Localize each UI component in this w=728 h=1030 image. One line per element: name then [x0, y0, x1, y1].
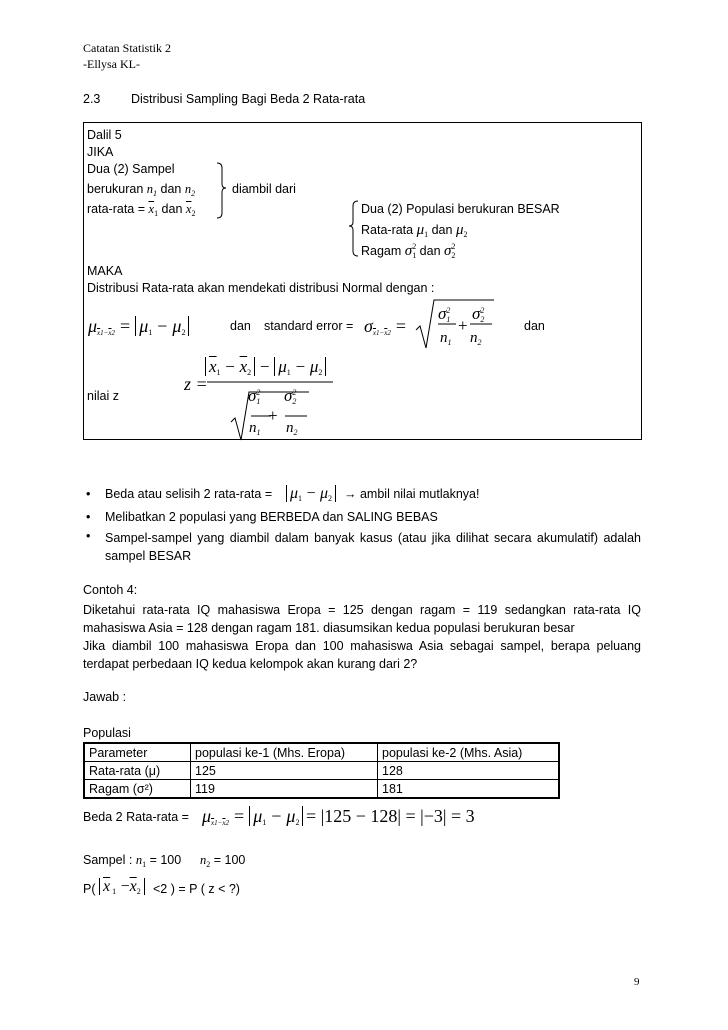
plus-sign: + — [458, 316, 468, 335]
sample-means-line: rata-rata = $\overline{x}_1$ dan $\overline{x}_2$ — [87, 202, 196, 218]
table-cell: 128 — [378, 762, 560, 780]
bullet-1-text: Beda atau selisih 2 rata-rata = — [105, 487, 273, 501]
prob-rest: <2 ) = P ( z < ?) — [153, 882, 240, 896]
section-number: 2.3 — [83, 92, 101, 106]
sampel-line: Sampel : $n_1 = 100$ — [83, 853, 182, 869]
section-title: Distribusi Sampling Bagi Beda 2 Rata-rata — [131, 92, 366, 106]
bullet-1-note: → ambil nilai mutlaknya! — [344, 487, 480, 501]
bullet-2-text: Melibatkan 2 populasi yang BERBEDA dan SALING BEBAS — [105, 510, 438, 524]
nilai-z-label: nilai z — [87, 389, 119, 403]
doc-author: -Ellysa KL- — [83, 57, 140, 71]
table-row — [84, 762, 559, 780]
z-sigma1-sq: $\sigma_1^2$ — [248, 386, 261, 406]
table-cell: Ragam (σ²) — [84, 780, 191, 799]
beda-value: = |125 − 128| = |−3| = 3 — [306, 806, 475, 826]
z-symbol: z = — [184, 374, 208, 394]
z-plus: + — [268, 406, 278, 425]
table-row — [84, 743, 559, 762]
table-cell: 119 — [191, 780, 378, 799]
parameter-table — [83, 742, 560, 799]
table-cell: 181 — [378, 780, 560, 799]
left-brace — [215, 162, 227, 220]
std-error-label: standard error = — [264, 319, 354, 333]
jawab-label: Jawab : — [83, 690, 127, 704]
std-error-symbol: $\sigma_{\overline{x}1-\overline{x}2}$ = — [364, 316, 407, 337]
beda-label: Beda 2 Rata-rata = — [83, 810, 189, 824]
samples-line: Dua (2) Sampel — [87, 162, 175, 176]
contoh-paragraph-2: Jika diambil 100 mahasiswa Eropa dan 100 mahasiswa Asia sebagai sampel, berapa peluang terdapat perbedaan IQ kedua kelompok akan kurang dari 2? — [83, 639, 641, 671]
table-row — [84, 780, 559, 799]
table-cell: Rata-rata (μ) — [84, 762, 191, 780]
prob-abs: $\overline{x}$ $_1 -\overline{x}_2$ — [99, 878, 145, 896]
maka-label: MAKA — [87, 264, 123, 278]
populations-line: Dua (2) Populasi berukuran BESAR — [361, 202, 560, 216]
z-n2: $n_2$ — [286, 420, 298, 437]
sigma2-sq: $\sigma_2^2$ — [472, 304, 485, 324]
dalil-label: Dalil 5 — [87, 128, 122, 142]
pop-variances-line: Ragam $\sigma_1^2$ dan $\sigma_2^2$ — [361, 242, 456, 260]
prob-open: P( — [83, 882, 96, 896]
right-brace — [348, 200, 360, 258]
table-cell: 125 — [191, 762, 378, 780]
table-cell: Parameter — [84, 743, 191, 762]
normal-statement: Distribusi Rata-rata akan mendekati distribusi Normal dengan : — [87, 281, 435, 295]
contoh-paragraph-1: Diketahui rata-rata IQ mahasiswa Eropa = 125 dengan ragam = 119 sedangkan rata-rata IQ mahasiswa Asia = 128 dengan ragam 181. diasumsikan kedua populasi berukuran besar — [83, 603, 641, 635]
bullet-3-text: Sampel-sampel yang diambil dalam banyak kasus (atau jika dilihat secara akumulatif) adalah sampel BESAR — [105, 531, 641, 563]
z-n1: $n_1$ — [249, 420, 261, 437]
mean-difference-formula: $\mu_{\overline{x}1-\overline{x}2} = \mu_1 - \mu_2$ — [88, 316, 189, 337]
dan-label-1: dan — [230, 319, 251, 333]
beda-formula: $\mu_{\overline{x}1-\overline{x}2} = \mu_1 - \mu_2$ — [202, 806, 303, 827]
bullet-3: • — [86, 529, 91, 543]
n2-den: $n_2$ — [470, 330, 482, 347]
table-cell: populasi ke-2 (Mhs. Asia) — [378, 743, 560, 762]
bullet-1-formula: $\mu_1 - \mu_2$ — [286, 485, 336, 503]
sampel-n2: $n_2 = 100$ — [200, 853, 246, 869]
table-cell: populasi ke-1 (Mhs. Eropa) — [191, 743, 378, 762]
pop-means-line: Rata-rata $\mu_1$ dan $\mu_2$ — [361, 222, 468, 239]
z-numerator: $\overline{x}_1 - \overline{x}_2 - \mu_1 - \mu_2$ — [205, 357, 326, 377]
n1-den: $n_1$ — [440, 330, 452, 347]
populasi-label: Populasi — [83, 726, 131, 740]
jika-label: JIKA — [87, 145, 114, 159]
z-sigma2-sq: $\sigma_2^2$ — [284, 386, 297, 406]
contoh-title: Contoh 4: — [83, 583, 138, 597]
diambil-dari: diambil dari — [232, 182, 296, 196]
dan-label-2: dan — [524, 319, 545, 333]
bullet-2: • — [86, 510, 91, 524]
berukuran-line: berukuran $n_1$ dan $n_2$ — [87, 182, 196, 198]
page-number: 9 — [634, 976, 640, 988]
doc-title: Catatan Statistik 2 — [83, 41, 171, 55]
bullet-1: • — [86, 487, 91, 501]
sigma1-sq: $\sigma_1^2$ — [438, 304, 451, 324]
